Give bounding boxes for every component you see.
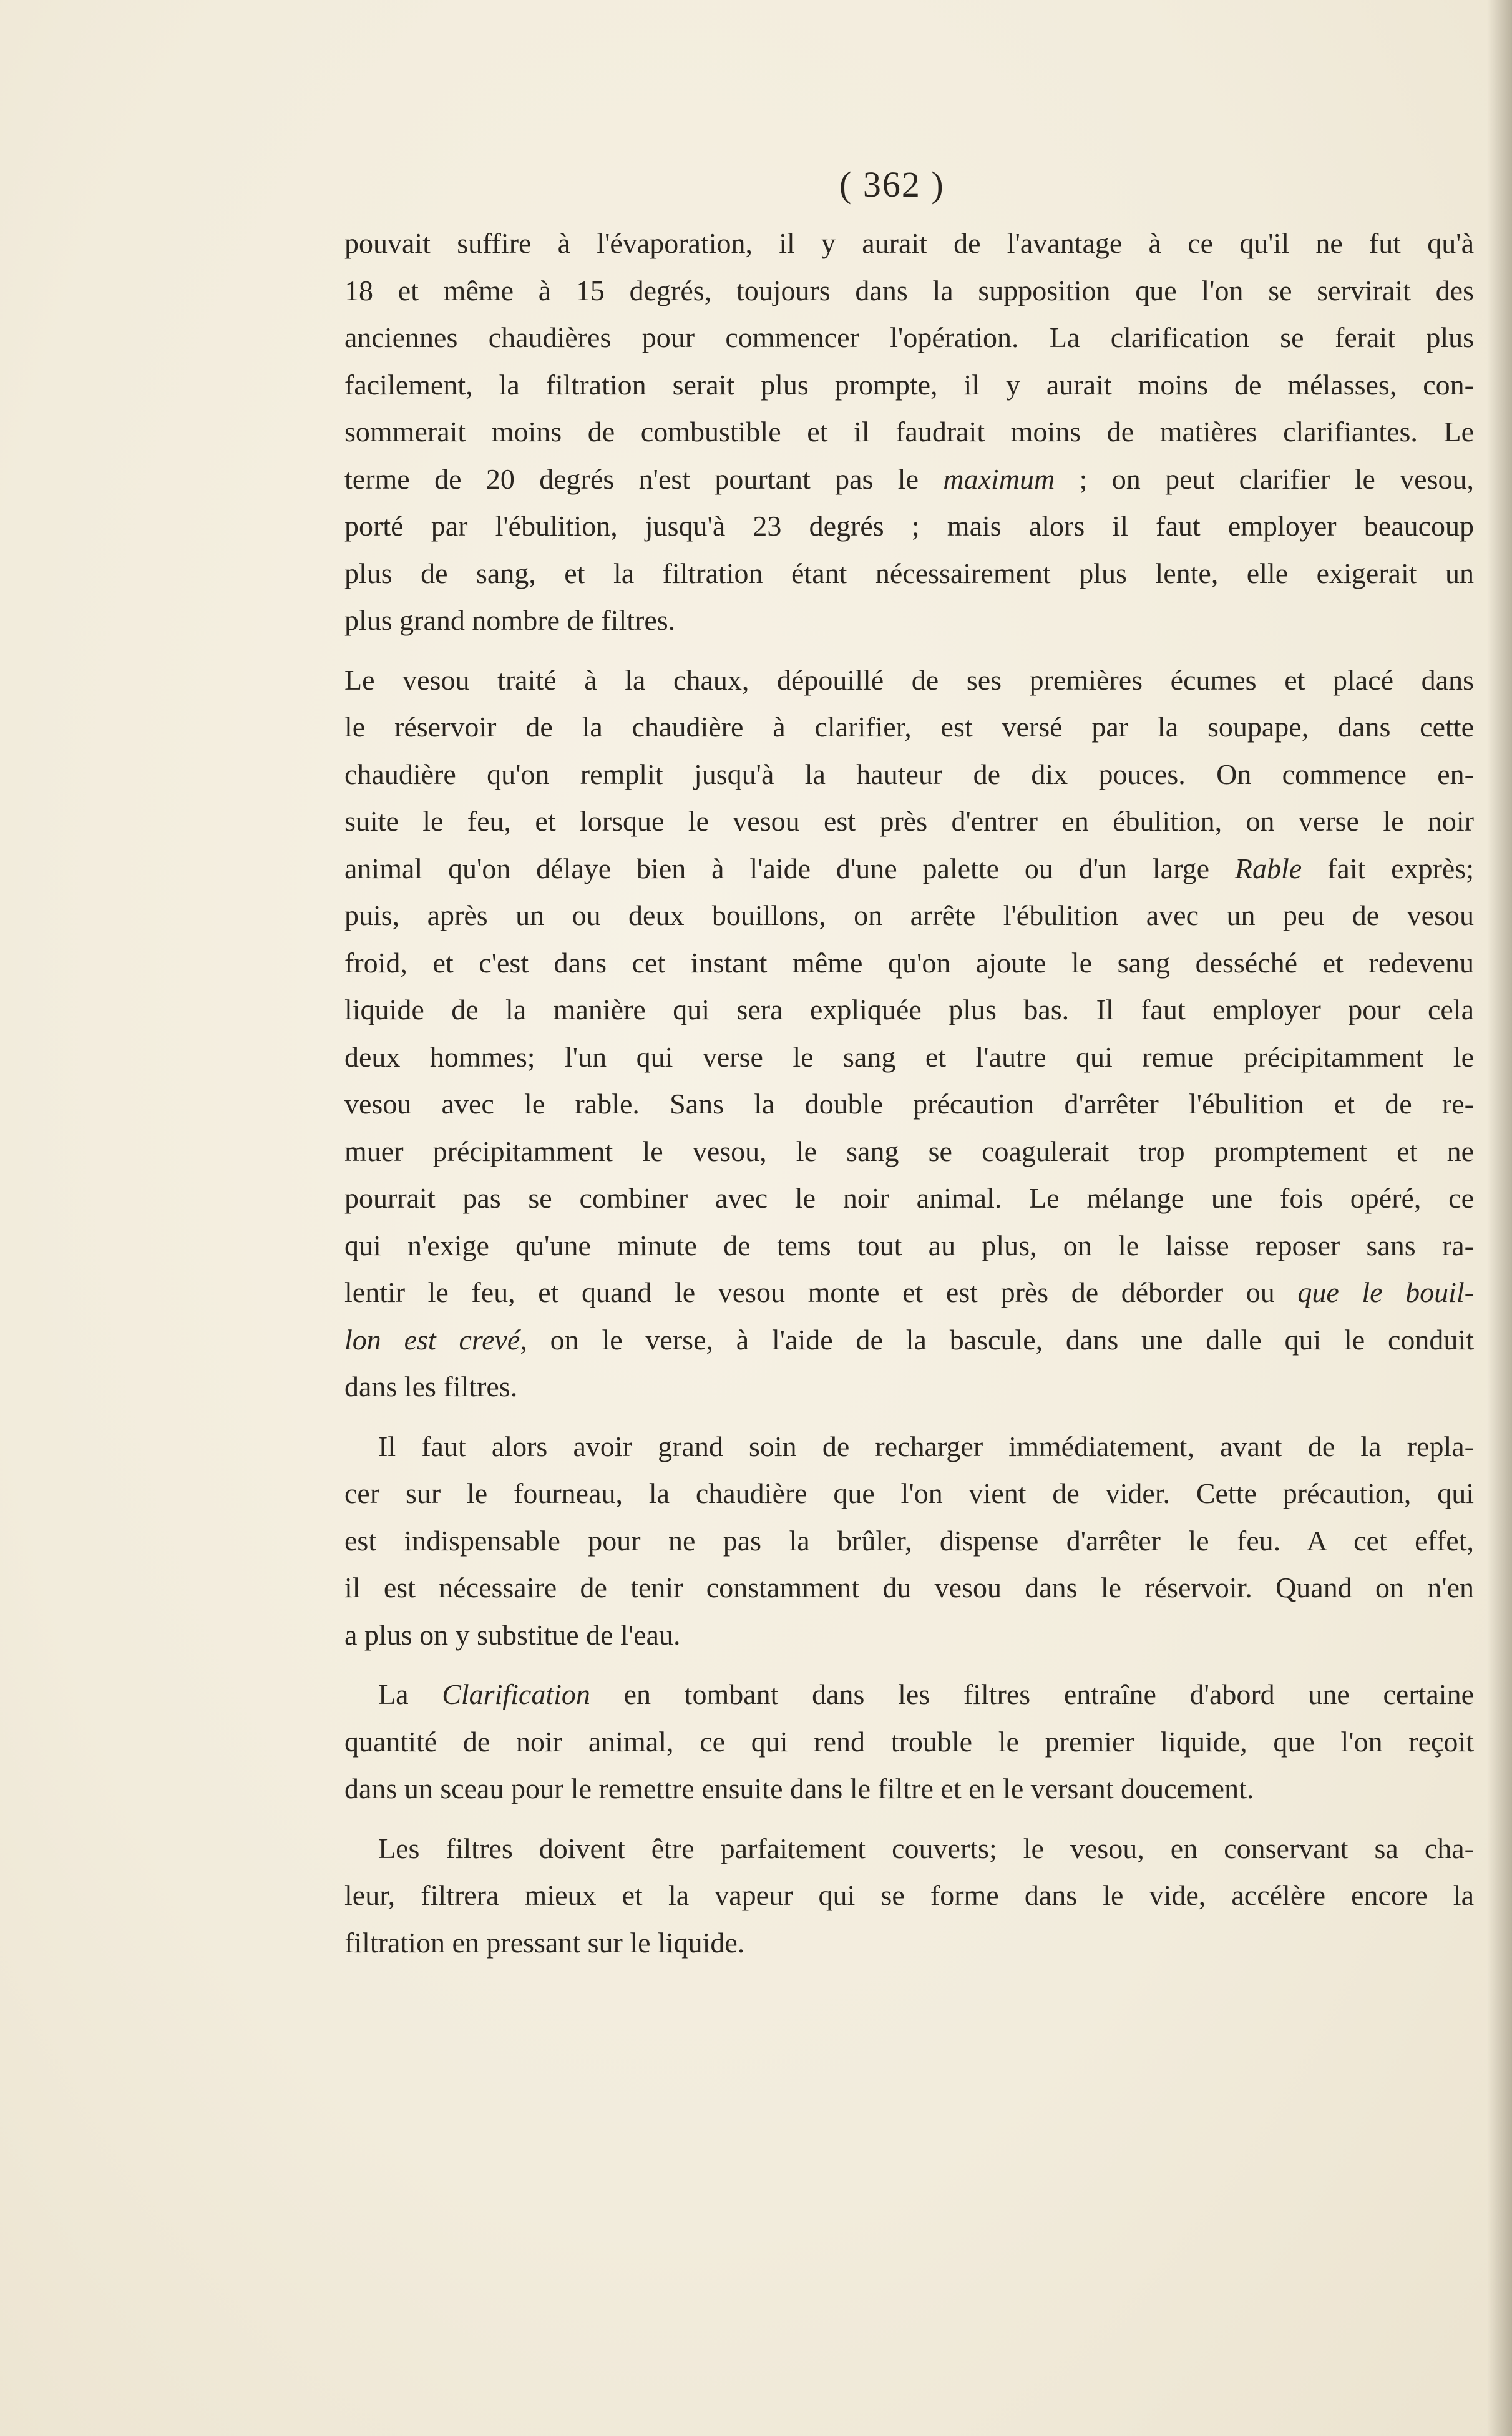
text-line: porté par l'ébulition, jusqu'à 23 degrés ; mais alors il faut employer beaucoup (344, 510, 1474, 542)
text-line: puis, après un ou deux bouillons, on arrête l'ébulition avec un peu de vesou (344, 899, 1474, 931)
text-line: dans un sceau pour le remettre ensuite dans le filtre et en le versant doucement. (344, 1773, 1254, 1804)
text-line: lon est crevé, on le verse, à l'aide de la bascule, dans une dalle qui le conduit (344, 1323, 1474, 1356)
text-line: leur, filtrera mieux et la vapeur qui se forme dans le vide, accélère encore la (344, 1879, 1474, 1911)
text-line: qui n'exige qu'une minute de tems tout au plus, on le laisse reposer sans ra- (344, 1229, 1474, 1261)
text-line: chaudière qu'on remplit jusqu'à la hauteur de dix pouces. On commence en- (344, 758, 1474, 790)
paragraph (344, 1423, 1474, 1659)
text-line: Il faut alors avoir grand soin de recharger immédiatement, avant de la repla- (378, 1430, 1474, 1462)
text-line: La Clarification en tombant dans les filtres entraîne d'abord une certaine (378, 1678, 1474, 1710)
text-line: 18 et même à 15 degrés, toujours dans la supposition que l'on se servirait des (344, 274, 1474, 306)
text-line: plus grand nombre de filtres. (344, 604, 676, 636)
text-line: muer précipitamment le vesou, le sang se coagulerait trop promptement et ne (344, 1135, 1474, 1167)
text-line: quantité de noir animal, ce qui rend trouble le premier liquide, que l'on reçoit (344, 1725, 1474, 1758)
text-line: pourrait pas se combiner avec le noir animal. Le mélange une fois opéré, ce (344, 1182, 1474, 1214)
text-line: lentir le feu, et quand le vesou monte et est près de déborder ou que le bouil- (344, 1276, 1474, 1308)
paragraph (344, 1825, 1474, 1967)
body-text (344, 220, 1474, 1966)
italic-text: que le bouil- (1297, 1276, 1474, 1308)
paragraph (344, 220, 1474, 644)
text-line: Le vesou traité à la chaux, dépouillé de ses premières écumes et placé dans (344, 663, 1474, 696)
text-line: il est nécessaire de tenir constamment du vesou dans le réservoir. Quand on n'en (344, 1572, 1474, 1603)
text-line: filtration en pressant sur le liquide. (344, 1926, 745, 1959)
text-line: terme de 20 degrés n'est pourtant pas le maximum ; on peut clarifier le vesou, (344, 462, 1474, 495)
paragraph (344, 1671, 1474, 1812)
text-line: anciennes chaudières pour commencer l'opération. La clarification se ferait plus (344, 321, 1474, 353)
italic-text: maximum (943, 462, 1055, 495)
text-line: sommerait moins de combustible et il faudrait moins de matières clarifiantes. Le (344, 416, 1474, 448)
italic-text: Clarification (442, 1678, 590, 1710)
text-line: liquide de la manière qui sera expliquée plus bas. Il faut employer pour cela (344, 994, 1474, 1025)
text-line: est indispensable pour ne pas la brûler, dispense d'arrêter le feu. A cet effet, (344, 1524, 1474, 1557)
text-line: cer sur le fourneau, la chaudière que l'on vient de vider. Cette précaution, qui (344, 1477, 1474, 1509)
text-line: le réservoir de la chaudière à clarifier, est versé par la soupape, dans cette (344, 711, 1474, 743)
text-line: froid, et c'est dans cet instant même qu'on ajoute le sang desséché et redevenu (344, 946, 1474, 979)
text-line: suite le feu, et lorsque le vesou est près d'entrer en ébulition, on verse le noir (344, 805, 1474, 837)
text-line: pouvait suffire à l'évaporation, il y aurait de l'avantage à ce qu'il ne fut qu'à (344, 227, 1474, 259)
text-line: deux hommes; l'un qui verse le sang et l'autre qui remue précipitamment le (344, 1040, 1474, 1073)
italic-text: lon est crevé (344, 1323, 520, 1356)
text-line: a plus on y substitue de l'eau. (344, 1618, 681, 1651)
page-edge-shadow (1487, 0, 1512, 2436)
text-line: vesou avec le rable. Sans la double précaution d'arrêter l'ébulition et de re- (344, 1088, 1474, 1120)
text-line: facilement, la filtration serait plus prompte, il y aurait moins de mélasses, con- (344, 368, 1474, 401)
text-line: Les filtres doivent être parfaitement couverts; le vesou, en conservant sa cha- (378, 1832, 1474, 1864)
text-line: animal qu'on délaye bien à l'aide d'une palette ou d'un large Rable fait exprès; (344, 852, 1474, 884)
paragraph (344, 657, 1474, 1411)
text-line: dans les filtres. (344, 1371, 518, 1402)
italic-text: Rable (1234, 852, 1302, 884)
text-line: plus de sang, et la filtration étant nécessairement plus lente, elle exigerait un (344, 557, 1474, 589)
page-number: ( 362 ) (839, 164, 945, 205)
